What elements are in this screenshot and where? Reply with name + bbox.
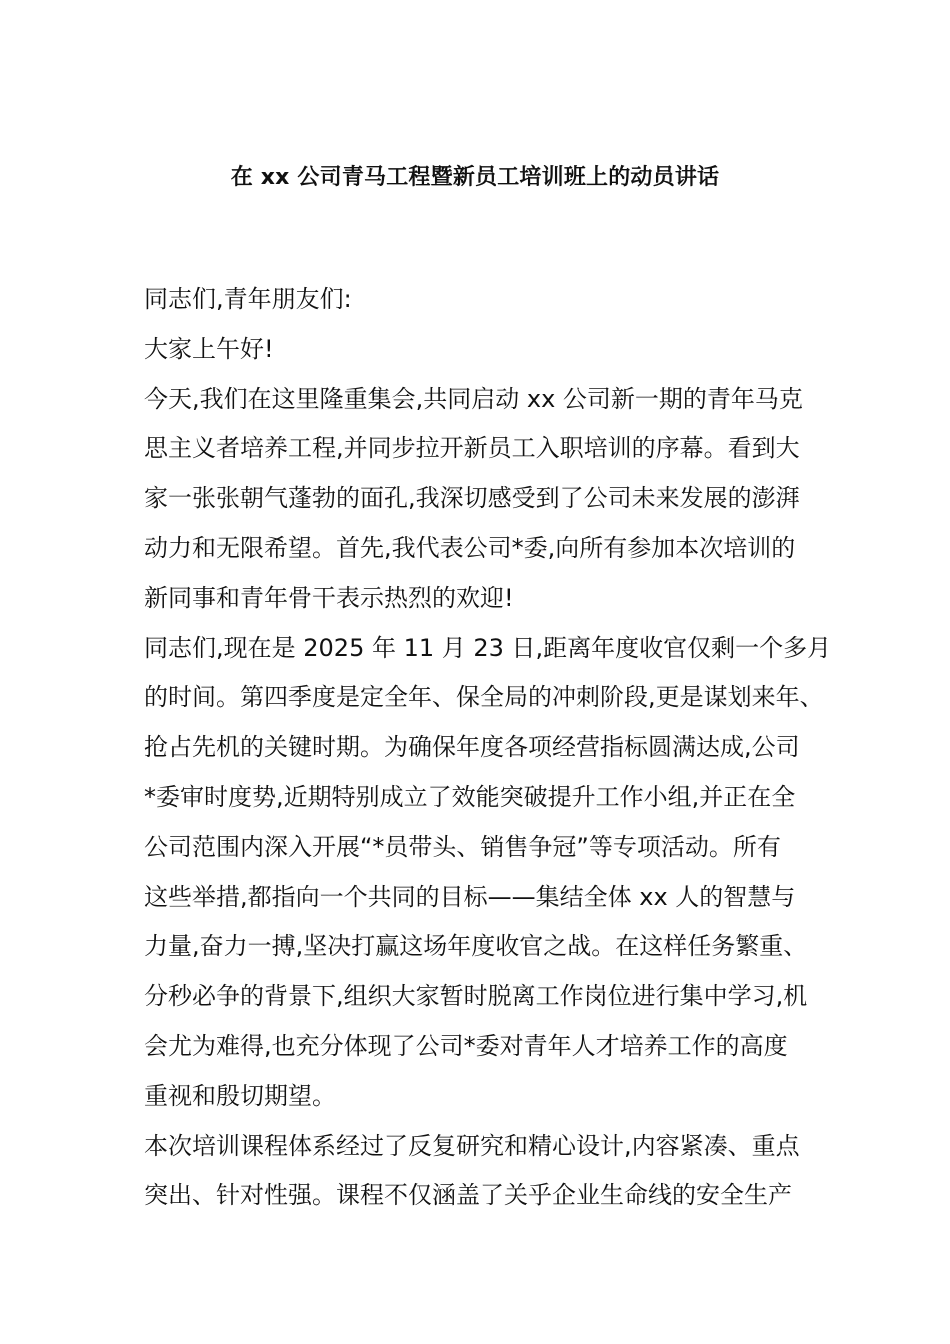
text-line: 重视和殷切期望。: [144, 1081, 336, 1110]
text-line: 公司范围内深入开展“*员带头、销售争冠”等专项活动。所有: [144, 832, 781, 861]
text-line: *委审时度势,近期特别成立了效能突破提升工作小组,并正在全: [144, 782, 796, 811]
text-line: 的时间。第四季度是定全年、保全局的冲刺阶段,更是谋划来年、: [144, 683, 824, 712]
text-line: 力量,奋力一搏,坚决打赢这场年度收官之战。在这样任务繁重、: [144, 932, 808, 961]
text-line: 分秒必争的背景下,组织大家暂时脱离工作岗位进行集中学习,机: [144, 982, 808, 1011]
text-line: 本次培训课程体系经过了反复研究和精心设计,内容紧凑、重点: [144, 1131, 800, 1160]
text-line: 家一张张朝气蓬勃的面孔,我深切感受到了公司未来发展的澎湃: [144, 484, 800, 513]
document-body: [144, 281, 834, 1227]
text-line: 大家上午好!: [144, 334, 274, 363]
text-line: 同志们,青年朋友们:: [144, 285, 352, 313]
text-line: 抢占先机的关键时期。为确保年度各项经营指标圆满达成,公司: [144, 733, 800, 762]
text-line: 会尤为难得,也充分体现了公司*委对青年人才培养工作的高度: [144, 1031, 788, 1060]
text-line: 突出、针对性强。课程不仅涵盖了关乎企业生命线的安全生产: [144, 1181, 792, 1210]
text-line: 动力和无限希望。首先,我代表公司*委,向所有参加本次培训的: [144, 533, 796, 562]
text-line: 这些举措,都指向一个共同的目标——集结全体 xx 人的智慧与: [144, 882, 796, 911]
text-line: 思主义者培养工程,并同步拉开新员工入职培训的序幕。看到大: [144, 434, 800, 463]
document-title: 在 xx 公司青马工程暨新员工培训班上的动员讲话: [230, 165, 720, 190]
text-line: 同志们,现在是 2025 年 11 月 23 日,距离年度收官仅剩一个多月: [144, 633, 832, 662]
text-line: 新同事和青年骨干表示热烈的欢迎!: [144, 583, 514, 612]
text-line: 今天,我们在这里隆重集会,共同启动 xx 公司新一期的青年马克: [144, 384, 803, 413]
